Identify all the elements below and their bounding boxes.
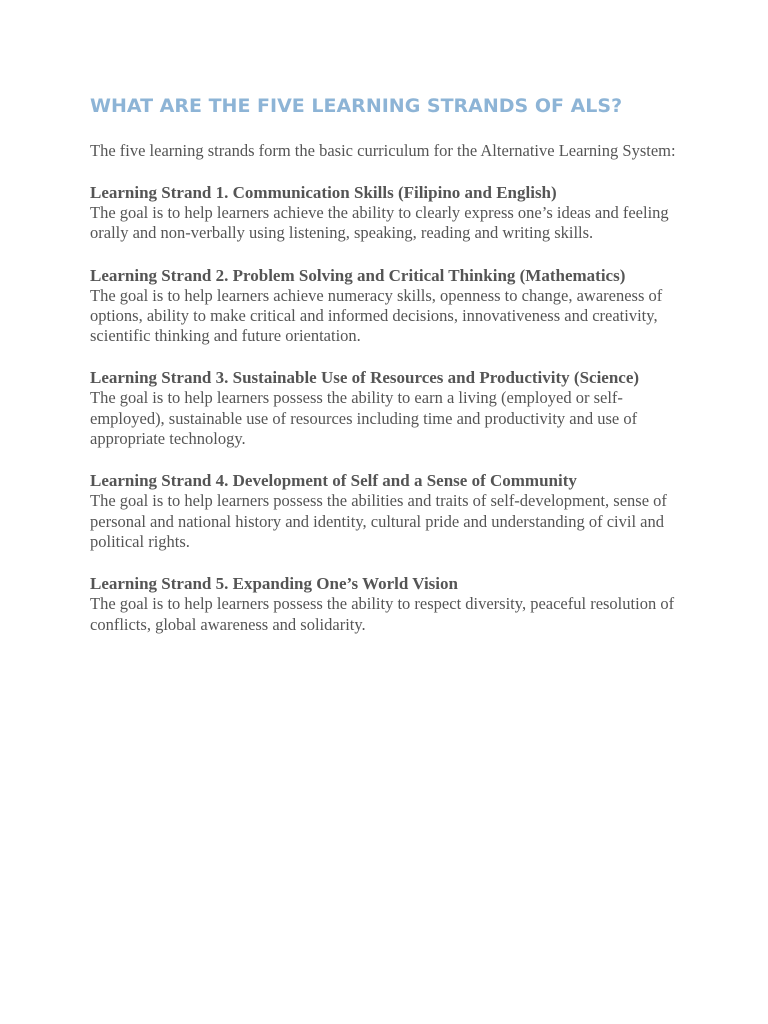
document-page — [90, 92, 690, 657]
strand-body: The goal is to help learners achieve numeracy skills, openness to change, awareness of options, ability to make critical and informed decisions, innovativeness and creativity, scientific thinking and future orientation. — [90, 285, 663, 346]
strand-heading: Learning Strand 5. Expanding One’s World Vision — [90, 574, 458, 594]
strand-5 — [90, 574, 690, 635]
intro-paragraph: The five learning strands form the basic curriculum for the Alternative Learning System: — [90, 141, 676, 160]
strand-3 — [90, 368, 690, 449]
strand-heading: Learning Strand 3. Sustainable Use of Resources and Productivity (Science) — [90, 368, 640, 388]
strand-body: The goal is to help learners possess the ability to earn a living (employed or self-employed), sustainable use of resources including time and productivity and use of appropriate technology. — [90, 388, 638, 449]
strand-2 — [90, 266, 690, 347]
strand-body: The goal is to help learners possess the ability to respect diversity, peaceful resolution of conflicts, global awareness and solidarity. — [90, 594, 675, 634]
strand-1 — [90, 183, 690, 244]
page-title: WHAT ARE THE FIVE LEARNING STRANDS OF ALS? — [90, 95, 623, 117]
strand-heading: Learning Strand 1. Communication Skills (Filipino and English) — [90, 183, 557, 202]
strand-heading: Learning Strand 2. Problem Solving and Critical Thinking (Mathematics) — [90, 265, 626, 285]
strand-body: The goal is to help learners achieve the ability to clearly express one’s ideas and feeling orally and non-verbally using listening, speaking, reading and writing skills. — [90, 203, 669, 243]
strand-body: The goal is to help learners possess the abilities and traits of self-development, sense of personal and national history and identity, cultural pride and understanding of civil and political rights. — [90, 491, 667, 551]
strand-heading: Learning Strand 4. Development of Self and a Sense of Community — [90, 471, 577, 491]
strand-4 — [90, 471, 690, 552]
